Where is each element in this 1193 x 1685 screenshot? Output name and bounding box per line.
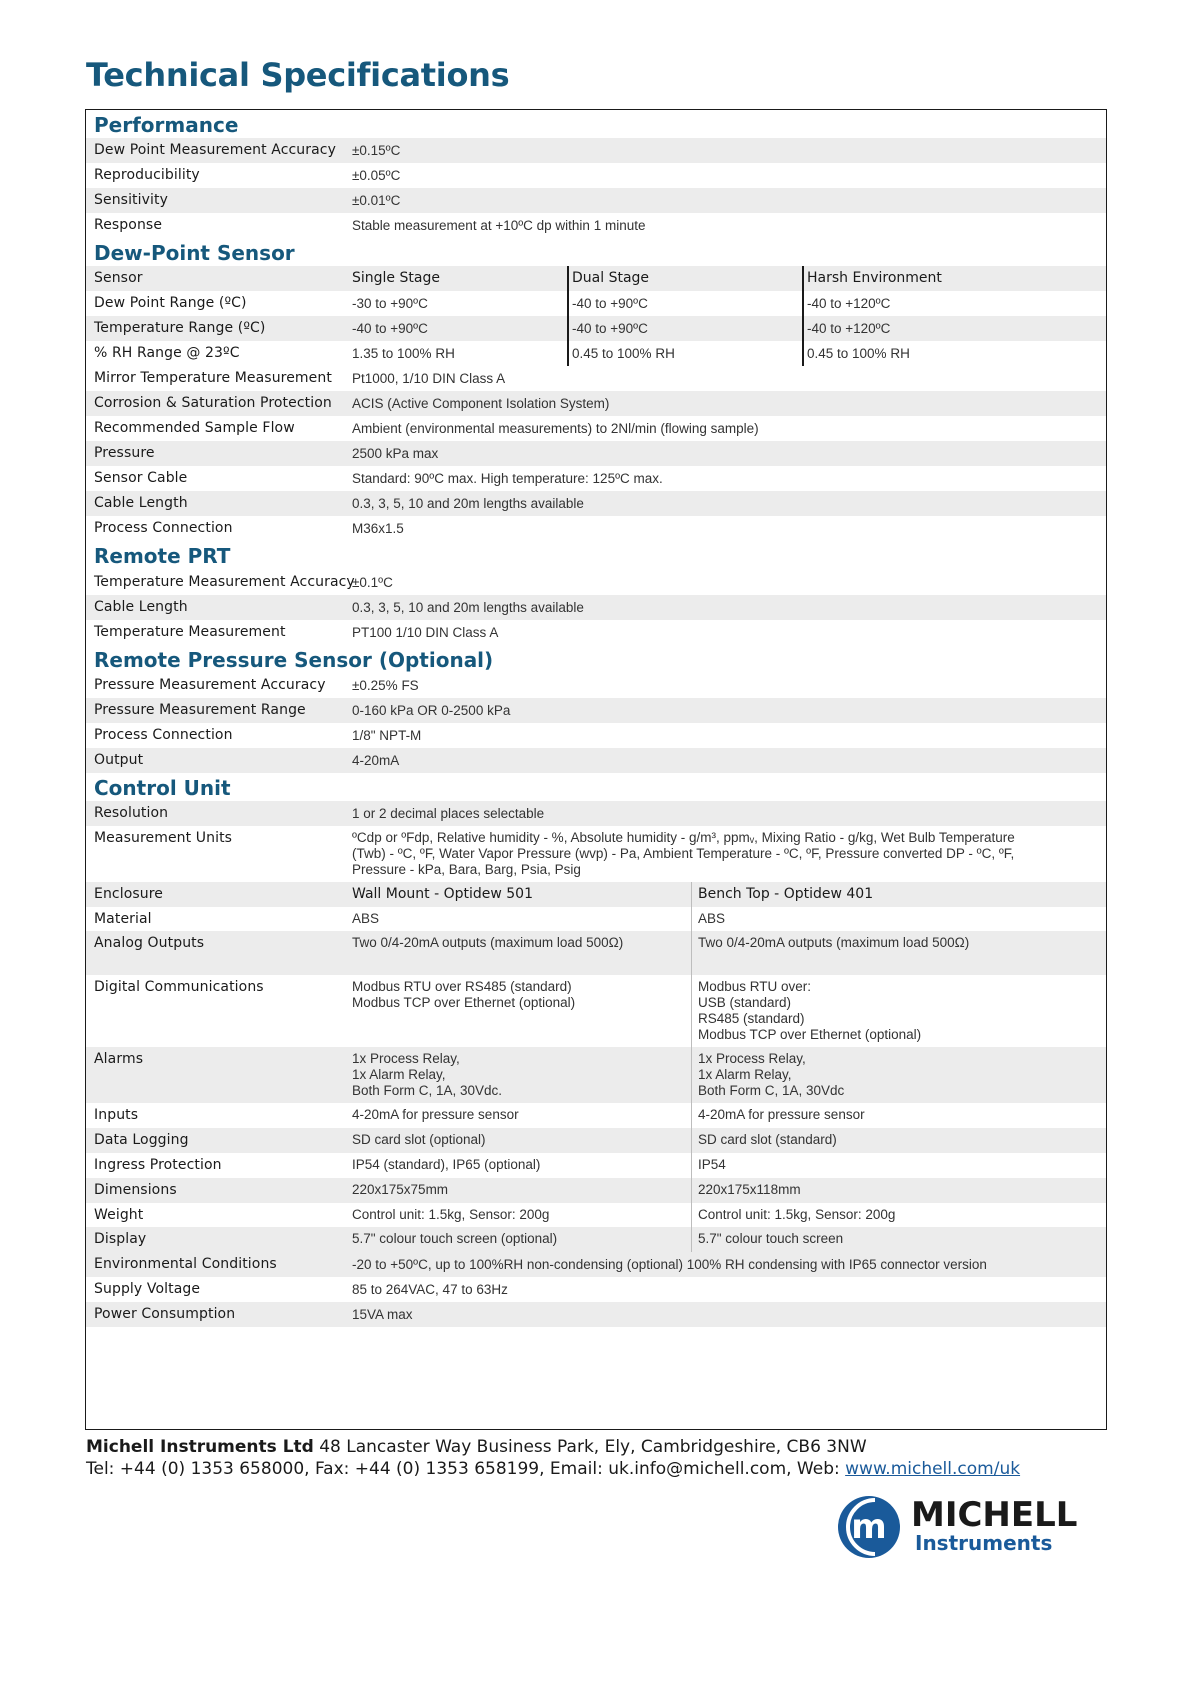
spec-row <box>86 366 1106 391</box>
section-prt-title-row <box>86 541 1106 570</box>
spec-value-line: IP54 <box>698 1157 726 1172</box>
spec-row <box>86 391 1106 416</box>
section-dewpoint-title-row <box>86 238 1106 266</box>
spec-value-line: SD card slot (standard) <box>698 1132 837 1147</box>
spec-row <box>86 801 1106 826</box>
spec-value: 0.3, 3, 5, 10 and 20m lengths available <box>352 600 584 615</box>
column-divider <box>802 266 804 366</box>
spec-value: 1 or 2 decimal places selectable <box>352 806 545 821</box>
spec-label: Ingress Protection <box>94 1157 222 1173</box>
spec-row <box>86 1153 1106 1178</box>
section-pressure-title: Remote Pressure Sensor (Optional) <box>94 648 494 672</box>
spec-label: Material <box>94 911 152 927</box>
spec-row <box>86 291 1106 316</box>
section-performance-title: Performance <box>94 113 239 137</box>
spec-row <box>86 595 1106 620</box>
column-divider <box>691 882 692 1252</box>
spec-value-line: 4-20mA for pressure sensor <box>698 1107 865 1122</box>
spec-value: PT100 1/10 DIN Class A <box>352 625 499 640</box>
spec-value-line: 5.7" colour touch screen <box>698 1231 844 1246</box>
spec-row <box>86 723 1106 748</box>
column-header: Dual Stage <box>572 270 650 286</box>
spec-row <box>86 163 1106 188</box>
spec-label: Weight <box>94 1207 144 1223</box>
spec-label: Measurement Units <box>94 830 233 846</box>
spec-row <box>86 466 1106 491</box>
spec-value-line: 1x Alarm Relay, <box>698 1067 792 1082</box>
spec-value-line: ºCdp or ºFdp, Relative humidity - %, Absolute humidity - g/m³, ppmᵥ, Mixing Ratio - g/kg, Wet Bulb Temperature <box>352 830 1015 845</box>
spec-label: Cable Length <box>94 599 188 615</box>
spec-label: Process Connection <box>94 727 233 743</box>
spec-value: -20 to +50ºC, up to 100%RH non-condensing (optional) 100% RH condensing with IP65 connector version <box>352 1257 987 1272</box>
spec-value-line: 220x175x118mm <box>698 1182 801 1197</box>
spec-value: 0.3, 3, 5, 10 and 20m lengths available <box>352 496 584 511</box>
spec-label: % RH Range @ 23ºC <box>94 345 240 361</box>
spec-row <box>86 975 1106 1047</box>
spec-label: Temperature Measurement <box>94 624 286 640</box>
spec-value-line: 4-20mA for pressure sensor <box>352 1107 519 1122</box>
section-prt-title: Remote PRT <box>94 544 231 568</box>
spec-label: Temperature Measurement Accuracy <box>94 574 355 590</box>
footer-contact-line <box>86 1459 1020 1479</box>
spec-value-line: ABS <box>352 911 380 926</box>
spec-label: Corrosion & Saturation Protection <box>94 395 332 411</box>
spec-value: M36x1.5 <box>352 521 404 536</box>
spec-row <box>86 1252 1106 1277</box>
spec-label: Process Connection <box>94 520 233 536</box>
spec-value-line: 1x Process Relay, <box>698 1051 806 1066</box>
spec-value-line: Both Form C, 1A, 30Vdc <box>698 1083 845 1098</box>
spec-label: Pressure Measurement Accuracy <box>94 677 326 693</box>
spec-row <box>86 673 1106 698</box>
spec-value: -30 to +90ºC <box>352 296 428 311</box>
spec-value: -40 to +90ºC <box>572 296 648 311</box>
spec-value: 1.35 to 100% RH <box>352 346 455 361</box>
spec-value: ±0.05ºC <box>352 168 401 183</box>
spec-label: Inputs <box>94 1107 139 1123</box>
spec-value: Ambient (environmental measurements) to 2Nl/min (flowing sample) <box>352 421 759 436</box>
spec-value: -40 to +90ºC <box>572 321 648 336</box>
spec-row <box>86 1203 1106 1227</box>
spec-value: ±0.25% FS <box>352 678 419 693</box>
spec-row <box>86 907 1106 931</box>
spec-row <box>86 748 1106 773</box>
spec-value: ±0.1ºC <box>352 575 393 590</box>
column-header: Harsh Environment <box>807 270 942 286</box>
spec-row <box>86 570 1106 595</box>
logo-subtitle: Instruments <box>915 1531 1053 1555</box>
spec-row <box>86 1227 1106 1252</box>
spec-row <box>86 826 1106 882</box>
spec-value-line: 5.7" colour touch screen (optional) <box>352 1231 558 1246</box>
spec-label: Alarms <box>94 1051 144 1067</box>
spec-value-line: 220x175x75mm <box>352 1182 449 1197</box>
spec-value-line: Modbus TCP over Ethernet (optional) <box>698 1027 922 1042</box>
spec-value: Standard: 90ºC max. High temperature: 125ºC max. <box>352 471 663 486</box>
spec-table <box>85 109 1107 1430</box>
spec-row <box>86 931 1106 975</box>
spec-value-line: Modbus RTU over: <box>698 979 812 994</box>
spec-value: 4-20mA <box>352 753 400 768</box>
spec-value: ACIS (Active Component Isolation System) <box>352 396 610 411</box>
spec-value: ±0.15ºC <box>352 143 401 158</box>
footer-company-line <box>86 1437 867 1457</box>
spec-value: ±0.01ºC <box>352 193 401 208</box>
spec-label: Sensitivity <box>94 192 168 208</box>
spec-value: Pt1000, 1/10 DIN Class A <box>352 371 506 386</box>
page-title: Technical Specifications <box>86 56 510 94</box>
spec-value-line: ABS <box>698 911 726 926</box>
logo-mark-letter: m <box>851 1507 887 1547</box>
spec-row <box>86 188 1106 213</box>
spec-label: Digital Communications <box>94 979 264 995</box>
contact-details: Tel: +44 (0) 1353 658000, Fax: +44 (0) 1353 658199, Email: uk.info@michell.com, Web: <box>86 1459 846 1479</box>
spec-value: -40 to +120ºC <box>807 296 891 311</box>
spec-value: -40 to +120ºC <box>807 321 891 336</box>
section-control-title: Control Unit <box>94 776 231 800</box>
section-performance-title-row <box>86 110 1106 138</box>
spec-label: Temperature Range (ºC) <box>94 320 266 336</box>
spec-label: Display <box>94 1231 147 1247</box>
spec-label: Dew Point Measurement Accuracy <box>94 142 336 158</box>
column-header: Single Stage <box>352 270 440 286</box>
spec-label: Reproducibility <box>94 167 200 183</box>
section-pressure-title-row <box>86 645 1106 673</box>
spec-value-line: Both Form C, 1A, 30Vdc. <box>352 1083 503 1098</box>
spec-value-line: Two 0/4-20mA outputs (maximum load 500Ω) <box>698 935 970 950</box>
column-divider <box>567 266 569 366</box>
spec-row <box>86 341 1106 366</box>
spec-row <box>86 1047 1106 1103</box>
spec-value-line: IP54 (standard), IP65 (optional) <box>352 1157 541 1172</box>
spec-value: 0.45 to 100% RH <box>572 346 675 361</box>
spec-label: Power Consumption <box>94 1306 236 1322</box>
spec-value-line: RS485 (standard) <box>698 1011 805 1026</box>
spec-row <box>86 1178 1106 1203</box>
michell-logo <box>835 1492 1115 1562</box>
spec-label: Response <box>94 217 163 233</box>
company-name: Michell Instruments Ltd <box>86 1437 314 1457</box>
spec-label: Mirror Temperature Measurement <box>94 370 332 386</box>
spec-value: 2500 kPa max <box>352 446 439 461</box>
website-link[interactable]: www.michell.com/uk <box>845 1459 1021 1479</box>
spec-row <box>86 620 1106 645</box>
spec-row <box>86 416 1106 441</box>
spec-label: Dew Point Range (ºC) <box>94 295 247 311</box>
spec-label: Pressure Measurement Range <box>94 702 306 718</box>
spec-label: Data Logging <box>94 1132 189 1148</box>
spec-row <box>86 213 1106 238</box>
spec-row <box>86 441 1106 466</box>
logo-wordmark: MICHELL <box>911 1495 1078 1535</box>
spec-label: Sensor Cable <box>94 470 188 486</box>
spec-value-line: (Twb) - ºC, ºF, Water Vapor Pressure (wvp) - Pa, Ambient Temperature - ºC, ºF, Pressure converted DP - ºC, ºF, <box>352 846 1015 861</box>
spec-label: Sensor <box>94 270 143 286</box>
spec-value-line: Control unit: 1.5kg, Sensor: 200g <box>352 1207 550 1222</box>
spec-row <box>86 1128 1106 1153</box>
spec-label: Environmental Conditions <box>94 1256 277 1272</box>
spec-label: Dimensions <box>94 1182 177 1198</box>
spec-label: Resolution <box>94 805 169 821</box>
spec-row <box>86 1103 1106 1128</box>
spec-row <box>86 316 1106 341</box>
spec-row <box>86 1302 1106 1327</box>
spec-value: -40 to +90ºC <box>352 321 428 336</box>
section-control-title-row <box>86 773 1106 801</box>
spec-label: Pressure <box>94 445 155 461</box>
spec-label: Output <box>94 752 144 768</box>
spec-value-line: Control unit: 1.5kg, Sensor: 200g <box>698 1207 896 1222</box>
spec-value-line: 1x Alarm Relay, <box>352 1067 446 1082</box>
company-address: 48 Lancaster Way Business Park, Ely, Cambridgeshire, CB6 3NW <box>319 1437 867 1457</box>
dewpoint-header-row <box>86 266 1106 291</box>
spec-label: Cable Length <box>94 495 188 511</box>
spec-value-line: Pressure - kPa, Bara, Barg, Psia, Psig <box>352 862 581 877</box>
spec-value-line: Modbus TCP over Ethernet (optional) <box>352 995 576 1010</box>
spec-label: Supply Voltage <box>94 1281 201 1297</box>
spec-value-line: Modbus RTU over RS485 (standard) <box>352 979 572 994</box>
spec-value: 0.45 to 100% RH <box>807 346 910 361</box>
spec-row <box>86 1277 1106 1302</box>
spec-value-line: USB (standard) <box>698 995 792 1010</box>
section-dewpoint-title: Dew-Point Sensor <box>94 241 295 265</box>
spec-row <box>86 138 1106 163</box>
spec-label: Enclosure <box>94 886 163 902</box>
spec-row <box>86 516 1106 541</box>
spec-value: 85 to 264VAC, 47 to 63Hz <box>352 1282 508 1297</box>
spec-row <box>86 698 1106 723</box>
spec-value-line: SD card slot (optional) <box>352 1132 486 1147</box>
spec-value: Stable measurement at +10ºC dp within 1 minute <box>352 218 646 233</box>
column-header: Bench Top - Optidew 401 <box>698 886 874 902</box>
logo-mark-icon <box>835 1492 1115 1562</box>
spec-label: Analog Outputs <box>94 935 205 951</box>
spec-value-line: 1x Process Relay, <box>352 1051 460 1066</box>
spec-value: 15VA max <box>352 1307 413 1322</box>
spec-value-line: Two 0/4-20mA outputs (maximum load 500Ω) <box>352 935 624 950</box>
spec-row <box>86 491 1106 516</box>
enclosure-header-row <box>86 882 1106 907</box>
column-header: Wall Mount - Optidew 501 <box>352 886 533 902</box>
spec-label: Recommended Sample Flow <box>94 420 295 436</box>
spec-value: 1/8" NPT-M <box>352 728 422 743</box>
spec-value: 0-160 kPa OR 0-2500 kPa <box>352 703 511 718</box>
